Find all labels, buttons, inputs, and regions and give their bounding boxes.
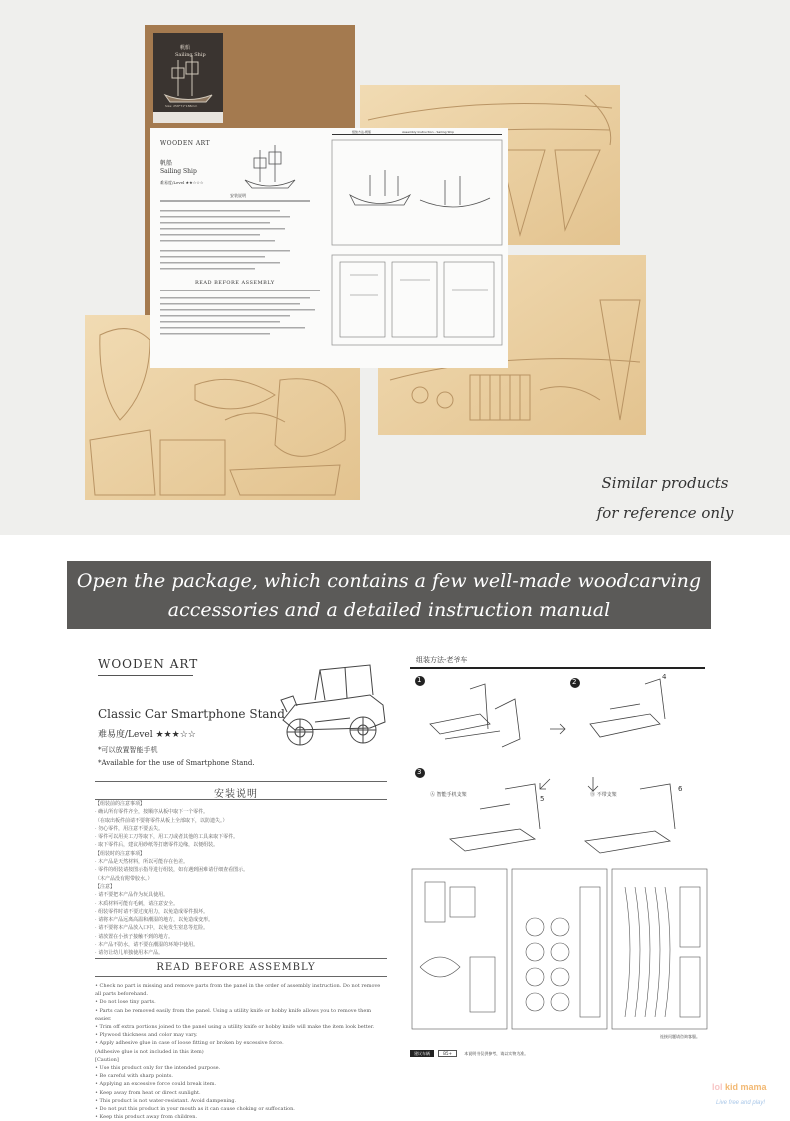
cn-line: · 本产品不防水，请不要在潮湿的环境中使用。 [95, 942, 199, 949]
brand-underline [98, 675, 193, 676]
sheet-level: 难易度/Level ★★☆☆☆ [160, 180, 204, 185]
en-line: [Caution] [95, 1056, 119, 1063]
section-title-en: READ BEFORE ASSEMBLY [156, 962, 316, 973]
cn-line: · 木产品是天然材料，所以可能存在色差。 [95, 859, 189, 866]
en-line: • Parts can be removed easily from the panel. Using a utility knife or hobby knife allows you to remove them easier. [95, 1007, 372, 1022]
en-line: • Trim off extra portions joined to the panel using a utility knife or hobby knife will make the item look better. [95, 1024, 375, 1031]
package-size: Size: 258*71*188mm [165, 104, 198, 108]
panel-note: 连接问题请咨询客服。 [660, 1034, 700, 1039]
footer-bar [410, 1051, 528, 1057]
en-line: • Apply adhesive glue in case of loose fitting or broken by excessive force. [95, 1040, 284, 1047]
footer-code: B5+ [438, 1050, 457, 1057]
en-line: • Keep this product away from children. [95, 1114, 198, 1121]
en-line: • Be careful with sharp points. [95, 1073, 173, 1080]
option-b-label: 不带支架 [596, 792, 617, 798]
en-line: • Plywood thickness and color may vary. [95, 1032, 198, 1039]
sheet-header-en: Assembly Instruction - Sailing Ship [402, 130, 455, 134]
en-line: • Do not put this product in your mouth as it can cause choking or suffocation. [95, 1106, 295, 1113]
cn-line: · 木质材料可能有毛刺，请注意安全。 [95, 900, 179, 907]
watermark-brand-b: kid mama [725, 1082, 767, 1092]
description-banner [67, 561, 711, 629]
manual-note-cn: *可以放置智能手机 [98, 746, 158, 754]
watermark-brand-a: lol [712, 1082, 723, 1092]
manual-note-en: *Available for the use of Smartphone Stand. [98, 759, 255, 767]
watermark-tagline: Live free and play! [716, 1100, 766, 1106]
en-line: • Keep away from heat or direct sunlight. [95, 1089, 201, 1096]
assembly-header [410, 655, 705, 669]
assembly-header-text: 组装方法-老爷车 [416, 657, 468, 664]
product-photo [0, 0, 790, 535]
en-line: • This product is not water-resistant. Avoid dampening. [95, 1097, 237, 1104]
manual-right-page [410, 655, 715, 1085]
step-6-label: 6 [678, 785, 683, 793]
en-line: • Use this product only for the intended purpose. [95, 1065, 221, 1072]
cn-line: · 取下零件后，建议用砂纸等打磨零件边缘，以便组装。 [95, 842, 219, 849]
sheet-brand: WOODEN ART [160, 140, 211, 147]
en-instructions [95, 982, 385, 1121]
instruction-sheet [150, 128, 508, 368]
cn-instructions [95, 800, 375, 958]
watermark-logo [712, 1082, 767, 1092]
cn-line: · 请勿让幼儿单独使用本产品。 [95, 950, 164, 957]
step-5-label: 5 [540, 795, 545, 803]
assembly-diagrams [410, 669, 710, 859]
parts-panels [410, 867, 710, 1052]
step-2-label: 2 [572, 678, 577, 686]
cn-line: · 请不要把本产品作为玩具使用。 [95, 892, 169, 899]
cn-line: （在取出板件前请不要将零件从板上全部取下，以防遗失。） [95, 817, 228, 824]
section-rule-3 [95, 958, 387, 959]
package-title-cn-text: 帆船 [180, 45, 191, 51]
product-photo-illustration [0, 0, 790, 535]
manual-brand: WOODEN ART [98, 657, 199, 671]
step-1-label: 1 [417, 676, 422, 684]
sheet-section-en: READ BEFORE ASSEMBLY [195, 280, 275, 286]
instruction-manual [85, 645, 715, 1121]
cn-line: · 零件的组装请按图示指导进行组装，如有遇到困难请仔细查看图示。 [95, 867, 249, 874]
en-line: (Adhesive glue is not included in this item) [95, 1048, 204, 1055]
sheet-header [332, 130, 502, 135]
step-3-label: 3 [417, 768, 422, 776]
caption-line-2: for reference only [596, 504, 734, 522]
option-a-label: 智能手机支架 [436, 792, 467, 798]
sheet-title-en: Sailing Ship [160, 168, 197, 175]
sheet-section-cn: 安装说明 [230, 193, 246, 198]
banner-line-1: Open the package, which contains a few well-made woodcarving [76, 570, 702, 592]
cn-line: · 确认所有零件齐全，按顺序从板中取下一个零件。 [95, 809, 209, 816]
package-title-en: Sailing Ship [175, 52, 206, 58]
en-line: • Do not lose tiny parts. [95, 999, 156, 1006]
cn-line: 【组装前的注意事项】 [95, 801, 146, 807]
footer-note: 本说明书仅供参考，请以实物为准。 [464, 1051, 529, 1056]
cn-line: · 零件可以用美工刀等取下，用工刀或者其他的工具来取下零件。 [95, 834, 239, 841]
section-rule-4 [95, 976, 387, 977]
section-rule-1 [95, 781, 387, 782]
manual-level: 难易度/Level ★★★☆☆ [98, 730, 196, 740]
en-line: • Check no part is missing and remove parts from the panel in the order of assembly instruction. Do not remove all parts beforehand. [95, 983, 381, 998]
caption-line-1: Similar products [601, 474, 729, 492]
step-4-label: 4 [662, 673, 667, 681]
cn-line: · 请不要将本产品放入口中，以免发生窒息等危险。 [95, 925, 209, 932]
cn-line: 【注意】 [95, 883, 116, 890]
en-line: • Applying an excessive force could break item. [95, 1081, 217, 1088]
classic-car-icon [275, 660, 390, 755]
manual-left-page [85, 645, 387, 1121]
cn-line: · 请将本产品远离高温和潮湿的地方，以免造成变形。 [95, 917, 214, 924]
sheet-header-cn: 组装方法-帆船 [352, 130, 372, 134]
option-a: Ⓐ 智能手机支架 [430, 792, 467, 798]
cn-line: · 勿心零件，用注意不要丢失。 [95, 825, 164, 832]
sheet-title-cn: 帆船 [160, 160, 173, 167]
option-b: Ⓑ 不带支架 [590, 792, 617, 798]
footer-label: 建议车辆 [410, 1050, 434, 1057]
cn-line: （木产品没有附带胶水。） [95, 875, 153, 882]
cn-line: 【组装时的注意事项】 [95, 850, 146, 857]
reference-caption [560, 468, 770, 528]
manual-product-name: Classic Car Smartphone Stand [98, 707, 285, 721]
cn-line: · 组装零件时请不要过度用力，以免造成零件损坏。 [95, 908, 209, 915]
section-title-cn: 安装说明 [214, 789, 258, 800]
cn-line: · 请放置在小孩子接触不到的地方。 [95, 933, 174, 940]
banner-line-2: accessories and a detailed instruction manual [167, 599, 611, 621]
